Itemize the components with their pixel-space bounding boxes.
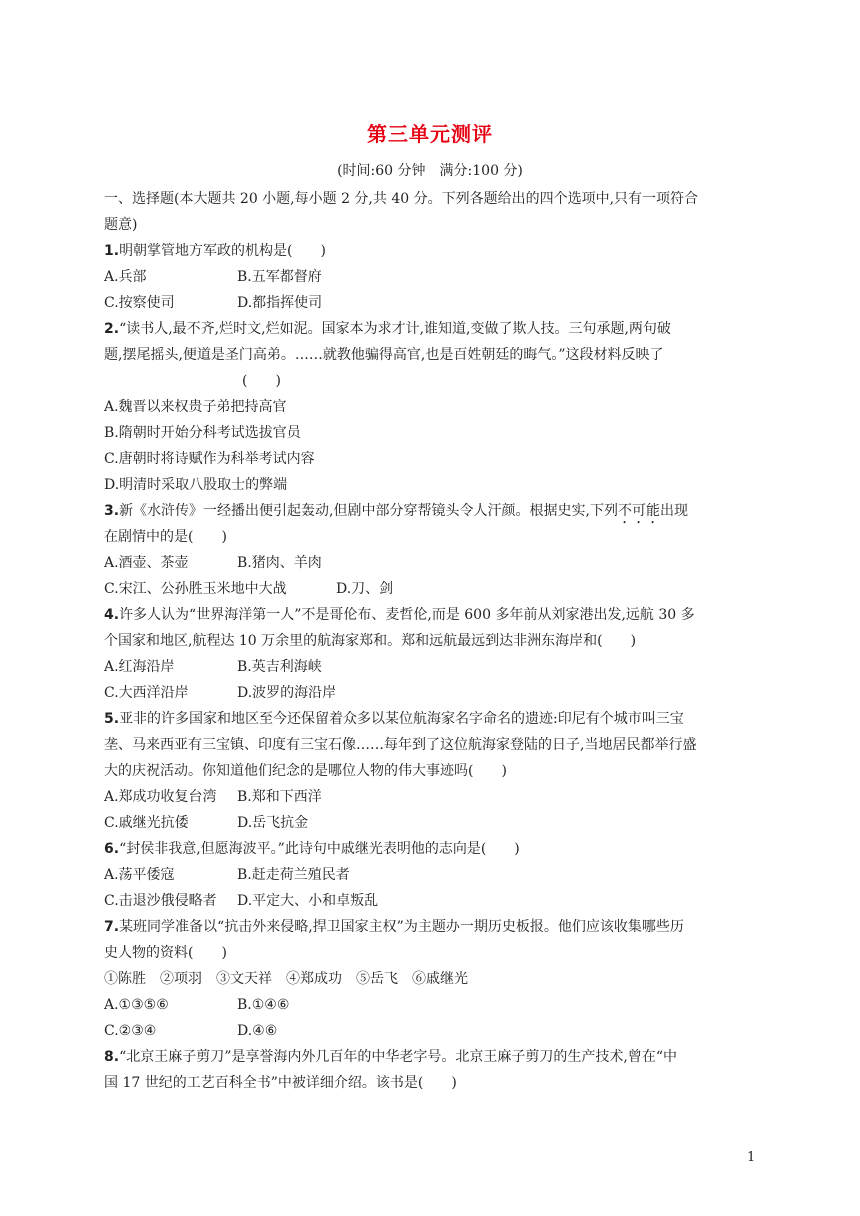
question-text: 某班同学准备以“抗击外来侵略,捍卫国家主权”为主题办一期历史板报。他们应该收集哪些历 [119, 919, 684, 935]
question-text: “北京王麻子剪刀”是享誉海内外几百年的中华老字号。北京王麻子剪刀的生产技术,曾在“中 [119, 1049, 677, 1065]
options-row [104, 680, 752, 706]
question-number: 2. [104, 321, 120, 337]
option-a: A.酒壶、茶壶 [104, 555, 189, 571]
option-c: C.按察使司 [104, 295, 175, 311]
question-text: 出现 [659, 503, 688, 519]
option-b: B.隋朝时开始分科考试选拔官员 [104, 425, 301, 441]
question-text: 题,摆尾摇头,便道是圣门高弟。……就教他骗得高官,也是百姓朝廷的晦气。”这段材料反映了 [104, 347, 664, 363]
option-d: D.刀、剑 [336, 581, 394, 597]
option-b: B.猪肉、羊肉 [237, 555, 322, 571]
question-number: 3. [104, 503, 120, 519]
question-text: 亚非的许多国家和地区至今还保留着众多以某位航海家名字命名的遗迹:印尼有个城市叫三宝 [119, 711, 684, 727]
option-c: C.宋江、公孙胜玉米地中大战 [104, 581, 287, 597]
exam-info: (时间:60 分钟 满分:100 分) [337, 163, 523, 179]
question-text: 明朝掌管地方军政的机构是( ) [119, 243, 326, 259]
document-body [104, 186, 752, 1096]
question-1 [104, 238, 752, 316]
question-6 [104, 836, 752, 914]
page-title: 第三单元测评 [367, 122, 493, 146]
option-b: B.赶走荷兰殖民者 [237, 867, 350, 883]
question-text: “封侯非我意,但愿海波平。”此诗句中戚继光表明他的志向是( ) [119, 841, 520, 857]
option-b: B.郑和下西洋 [237, 789, 322, 805]
option-d: D.明清时采取八股取士的弊端 [104, 477, 288, 493]
options-row [104, 264, 752, 290]
question-text: 垄、马来西亚有三宝镇、印度有三宝石像……每年到了这位航海家登陆的日子,当地居民都举行盛 [104, 737, 697, 753]
options-row [104, 290, 752, 316]
options-row [104, 576, 752, 602]
question-text: 史人物的资料( ) [104, 945, 227, 961]
options-row [104, 550, 752, 576]
question-4 [104, 602, 752, 706]
emphasized-text: 不可能 [617, 503, 660, 519]
question-5 [104, 706, 752, 836]
options-row [104, 784, 752, 810]
options-row [104, 654, 752, 680]
question-text: “读书人,最不齐,烂时文,烂如泥。国家本为求才计,谁知道,变做了欺人技。三句承题,两句破 [119, 321, 671, 337]
section-heading-line-1: 一、选择题(本大题共 20 小题,每小题 2 分,共 40 分。下列各题给出的四个选项中,只有一项符合 [104, 191, 699, 207]
choice-list: ①陈胜 ②项羽 ③文天祥 ④郑成功 ⑤岳飞 ⑥戚继光 [104, 971, 468, 987]
option-b: B.五军都督府 [237, 269, 322, 285]
question-text: 大的庆祝活动。你知道他们纪念的是哪位人物的伟大事迹吗( ) [104, 763, 507, 779]
question-8 [104, 1044, 752, 1096]
options-row [104, 888, 752, 914]
section-heading-line-2: 题意) [104, 217, 138, 233]
question-number: 6. [104, 841, 120, 857]
page-number: 1 [747, 1150, 756, 1165]
option-b: B.①④⑥ [237, 997, 290, 1013]
option-c: C.大西洋沿岸 [104, 685, 189, 701]
answer-blank: ( ) [242, 373, 281, 389]
question-text: 新《水浒传》一经播出便引起轰动,但剧中部分穿帮镜头令人汗颜。根据史实,下列 [119, 503, 618, 519]
question-3 [104, 498, 752, 602]
option-c: C.击退沙俄侵略者 [104, 893, 217, 909]
question-text: 许多人认为“世界海洋第一人”不是哥伦布、麦哲伦,而是 600 多年前从刘家港出发,远航 30 多 [119, 607, 695, 623]
option-d: D.都指挥使司 [237, 295, 323, 311]
option-d: D.④⑥ [237, 1023, 278, 1039]
options-row [104, 1018, 752, 1044]
option-a: A.魏晋以来权贵子弟把持高官 [104, 399, 287, 415]
option-b: B.英吉利海峡 [237, 659, 322, 675]
question-7 [104, 914, 752, 1044]
question-text: 在剧情中的是( ) [104, 529, 227, 545]
question-number: 4. [104, 607, 120, 623]
question-text: 个国家和地区,航程达 10 万余里的航海家郑和。郑和远航最远到达非洲东海岸和( ) [104, 633, 637, 649]
option-c: C.②③④ [104, 1023, 157, 1039]
option-d: D.平定大、小和卓叛乱 [237, 893, 379, 909]
question-number: 1. [104, 243, 120, 259]
options-row [104, 992, 752, 1018]
option-c: C.戚继光抗倭 [104, 815, 189, 831]
option-a: A.红海沿岸 [104, 659, 175, 675]
option-d: D.波罗的海沿岸 [237, 685, 337, 701]
question-2 [104, 316, 752, 498]
options-row [104, 862, 752, 888]
option-d: D.岳飞抗金 [237, 815, 309, 831]
option-a: A.兵部 [104, 269, 147, 285]
question-number: 8. [104, 1049, 120, 1065]
question-number: 7. [104, 919, 120, 935]
option-a: A.郑成功收复台湾 [104, 789, 217, 805]
question-text: 国 17 世纪的工艺百科全书”中被详细介绍。该书是( ) [104, 1075, 457, 1091]
option-a: A.①③⑤⑥ [104, 997, 169, 1013]
option-a: A.荡平倭寇 [104, 867, 175, 883]
question-number: 5. [104, 711, 120, 727]
options-row [104, 810, 752, 836]
option-c: C.唐朝时将诗赋作为科举考试内容 [104, 451, 315, 467]
